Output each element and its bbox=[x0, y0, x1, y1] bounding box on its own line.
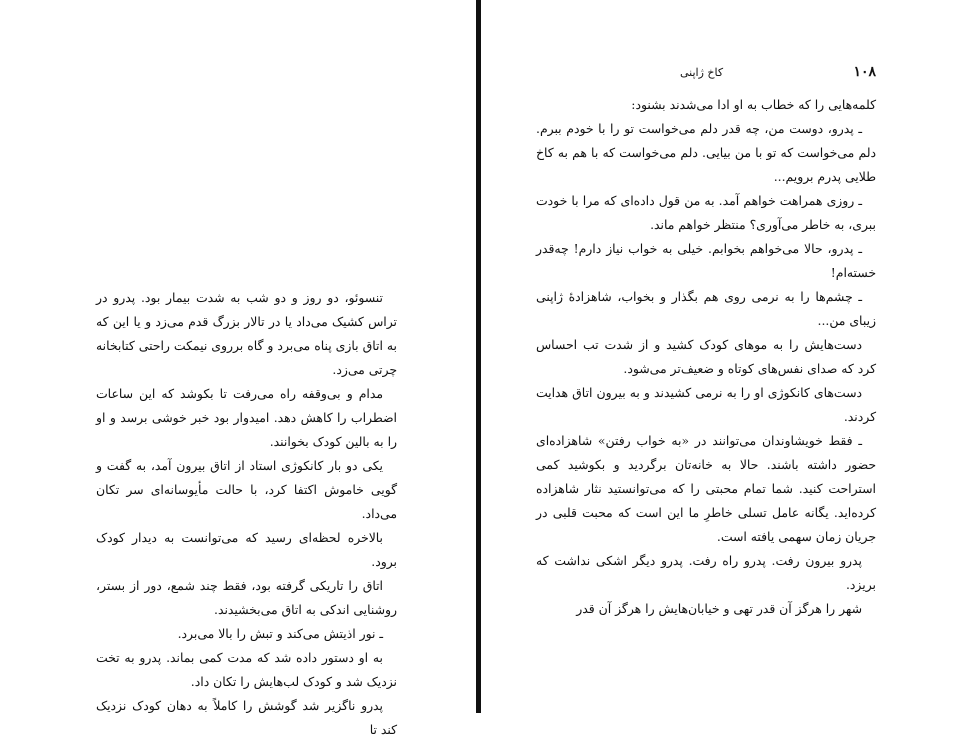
paragraph: تنسوئو، دو روز و دو شب به شدت بیمار بود. پدرو در تراس کشیک می‌داد یا در تالار بزرگ قدم می‌زد و یا این که به اتاق بازی پناه می‌برد و گاه برروی نیمکت راحتی کتابخانه چرتی می‌زد. bbox=[96, 290, 397, 377]
paragraph: پدرو بیرون رفت. پدرو راه رفت. پدرو دیگر اشکی نداشت که بریزد. bbox=[536, 553, 876, 592]
paragraph: دست‌های کانکوژی او را به نرمی کشیدند و به بیرون اتاق هدایت کردند. bbox=[536, 385, 876, 424]
paragraph: ـ نور اذیتش می‌کند و تبش را بالا می‌برد. bbox=[177, 626, 383, 641]
paragraph: ـ فقط خویشاوندان می‌توانند در «به خواب رفتن» شاهزاده‌ای حضور داشته باشند. حالا به خانه‌تان برگردید و بکوشید کمی استراحت کنید. شما تمام محبتی را که می‌توانستید نثار شاهزاده کرده‌اید. یگانه عامل تسلی خاطرِ ما این است که محبت قلبی در جریان زمان سهمی یافته است. bbox=[536, 433, 876, 544]
paragraph: ـ پدرو، حالا می‌خواهم بخوابم. خیلی به خواب نیاز دارم! چه‌قدر خسته‌ام! bbox=[536, 241, 876, 280]
paragraph: دست‌هایش را به موهای کودک کشید و از شدت تب احساس کرد که صدای نفس‌های کوتاه و ضعیف‌تر می‌شود. bbox=[536, 337, 876, 376]
right-page-text bbox=[536, 93, 876, 621]
paragraph: بالاخره لحظه‌ای رسید که می‌توانست به دیدار کودک برود. bbox=[96, 530, 397, 569]
paragraph: شهر را هرگز آن قدر تهی و خیابان‌هایش را هرگز آن قدر bbox=[576, 601, 862, 616]
book-gutter bbox=[476, 0, 481, 713]
paragraph: پدرو ناگزیر شد گوشش را کاملاً به دهان کودک نزدیک کند تا bbox=[96, 698, 397, 737]
page-number: ۱۰۸ bbox=[853, 64, 876, 80]
paragraph: اتاق را تاریکی گرفته بود، فقط چند شمع، دور از بستر، روشنایی اندکی به اتاق می‌بخشیدند. bbox=[96, 578, 397, 617]
paragraph: ـ پدرو، دوست من، چه قدر دلم می‌خواست تو را با خودم ببرم. دلم می‌خواست که تو با من بیایی. دلم می‌خواست که با هم به کاخ طلایی پدرم برویم... bbox=[536, 121, 876, 184]
paragraph: ـ روزی همراهت خواهم آمد. به من قول داده‌ای که مرا با خودت ببری، به خاطر می‌آوری؟ منتظر خواهم ماند. bbox=[536, 193, 876, 232]
paragraph: کلمه‌هایی را که خطاب به او ادا می‌شدند بشنود: bbox=[631, 97, 876, 112]
paragraph: ـ چشم‌ها را به نرمی روی هم بگذار و بخواب، شاهزادهٔ ژاپنی زیبای من... bbox=[536, 289, 876, 328]
running-title: کاخ ژاپنی bbox=[680, 66, 724, 79]
paragraph: مدام و بی‌وقفه راه می‌رفت تا بکوشد که این ساعات اضطراب را کاهش دهد. امیدوار بود خبر خوشی برسد و او را به بالین کودک بخوانند. bbox=[96, 386, 397, 449]
page-header bbox=[536, 64, 876, 88]
paragraph: یکی دو بار کانکوژی استاد از اتاق بیرون آمد، به گفت و گویی خاموش اکتفا کرد، با حالت مأیوسانه‌ای سر تکان می‌داد. bbox=[96, 458, 397, 521]
paragraph: به او دستور داده شد که مدت کمی بماند. پدرو به تخت نزدیک شد و کودک لب‌هایش را تکان داد. bbox=[96, 650, 397, 689]
left-page-text bbox=[96, 286, 397, 742]
